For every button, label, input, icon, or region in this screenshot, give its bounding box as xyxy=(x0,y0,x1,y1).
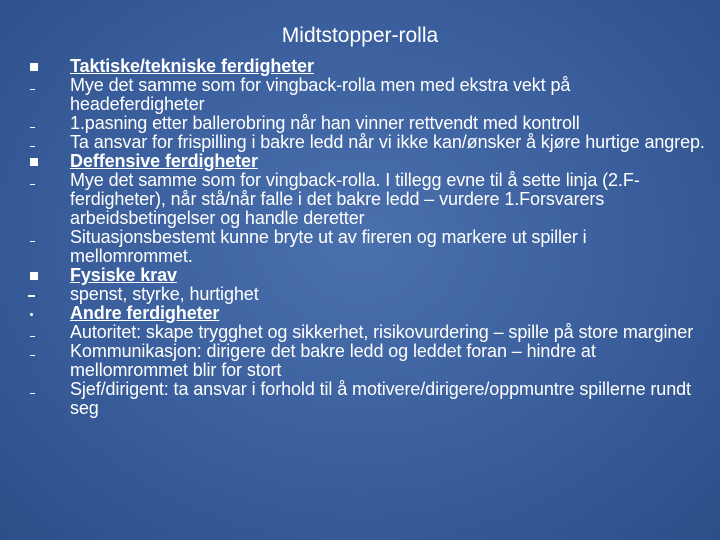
square-bullet-icon xyxy=(30,63,38,71)
square-bullet-icon xyxy=(30,272,38,280)
dash-bullet-icon xyxy=(30,89,35,90)
bullet-text: Mye det samme som for vingback-rolla. I tillegg evne til å sette linja (2.F-ferdigheter), når stå/når falle i det bakre ledd – vurdere 1.Forsvarers arbeidsbetingelser og handle deretter xyxy=(70,170,640,228)
bullet-text: Sjef/dirigent: ta ansvar i forhold til å motivere/dirigere/oppmuntre spillerne rundt seg xyxy=(70,379,691,418)
list-item xyxy=(26,266,706,285)
list-item xyxy=(26,171,706,228)
list-item xyxy=(26,76,706,114)
section-heading-andre: Andre ferdigheter xyxy=(70,303,220,323)
bullet-text: Kommunikasjon: dirigere det bakre ledd og leddet foran – hindre at mellomrommet blir for stort xyxy=(70,341,596,380)
section-heading-taktiske: Taktiske/tekniske ferdigheter xyxy=(70,56,314,76)
list-item xyxy=(26,152,706,171)
bullet-text: Mye det samme som for vingback-rolla men med ekstra vekt på headeferdigheter xyxy=(70,75,571,114)
slide-title: Midtstopper-rolla xyxy=(281,24,439,47)
dash-bullet-icon xyxy=(30,127,35,128)
section-heading-defensive: Deffensive ferdigheter xyxy=(70,151,258,171)
list-item xyxy=(26,285,706,304)
list-item xyxy=(26,57,706,76)
bullet-text: Autoritet: skape trygghet og sikkerhet, risikovurdering – spille på store marginer xyxy=(70,322,694,342)
list-item xyxy=(26,114,706,133)
bullet-text: spenst, styrke, hurtighet xyxy=(70,284,259,304)
list-item xyxy=(26,342,706,380)
list-item xyxy=(26,228,706,266)
dash-bullet-icon xyxy=(30,146,35,147)
list-item xyxy=(26,133,706,152)
square-bullet-icon xyxy=(30,158,38,166)
dash-bullet-icon xyxy=(28,295,35,297)
bullet-text: Ta ansvar for frispilling i bakre ledd når vi ikke kan/ønsker å kjøre hurtige angrep. xyxy=(70,132,705,152)
list-item xyxy=(26,323,706,342)
list-item xyxy=(26,380,706,418)
dash-bullet-icon xyxy=(30,241,35,242)
bullet-text: Situasjonsbestemt kunne bryte ut av fireren og markere ut spiller i mellomrommet. xyxy=(70,227,587,266)
dash-bullet-icon xyxy=(30,336,35,337)
bullet-list xyxy=(26,57,706,418)
dash-bullet-icon xyxy=(30,355,35,356)
dash-bullet-icon xyxy=(30,393,35,394)
dash-bullet-icon xyxy=(30,184,35,185)
section-heading-fysiske: Fysiske krav xyxy=(70,265,177,285)
list-item xyxy=(26,304,706,323)
dot-bullet-icon xyxy=(30,313,33,316)
bullet-text: 1.pasning etter ballerobring når han vinner rettvendt med kontroll xyxy=(70,113,580,133)
